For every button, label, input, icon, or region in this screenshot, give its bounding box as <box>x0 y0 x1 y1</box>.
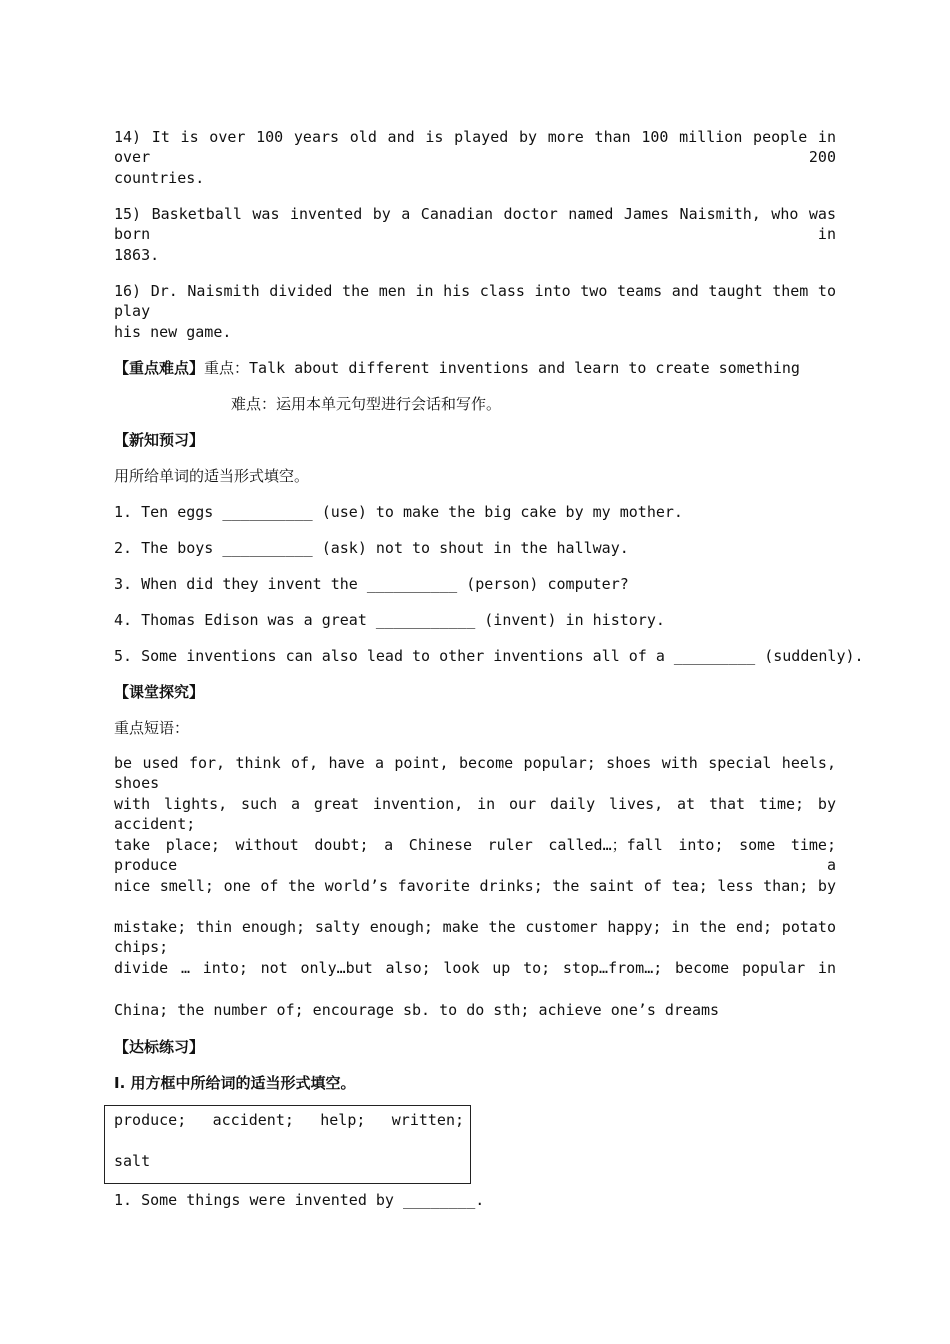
difficulty-text: 难点：运用本单元句型进行会话和写作。 <box>231 395 502 413</box>
sentence-14-line1: 14) It is over 100 years old and is played by more than 100 million people in over 200 <box>114 128 836 166</box>
phrase-line-3: take place; without doubt; a Chinese ruler called…；fall into; some time; produce a <box>114 836 836 874</box>
practice-heading: 【达标练习】 <box>114 1038 205 1056</box>
phrase-line-2: with lights, such a great invention, in our daily lives, at that time; by accident; <box>114 795 836 833</box>
explore-sub: 重点短语： <box>114 719 190 737</box>
focus-label: 重点： <box>204 359 250 377</box>
explore-heading: 【课堂探究】 <box>114 683 205 701</box>
focus-text: Talk about different inventions and learn to create something <box>249 359 800 377</box>
preview-item-5: 5. Some inventions can also lead to other inventions all of a _________ (suddenly). <box>114 647 864 665</box>
phrase-line-7: China; the number of; encourage sb. to do sth; achieve one’s dreams <box>114 1001 720 1019</box>
preview-item-2: 2. The boys __________ (ask) not to shout in the hallway. <box>114 539 629 557</box>
phrase-line-5: mistake; thin enough; salty enough; make the customer happy; in the end; potato chips; <box>114 918 836 956</box>
preview-instruction: 用所给单词的适当形式填空。 <box>114 467 310 485</box>
phrase-line-1: be used for, think of, have a point, become popular; shoes with special heels, shoes <box>114 754 836 792</box>
sentence-16-line1: 16) Dr. Naismith divided the men in his class into two teams and taught them to play <box>114 282 836 320</box>
sentence-16-line2: his new game. <box>114 323 232 341</box>
preview-heading: 【新知预习】 <box>114 431 205 449</box>
word-box-line-1: produce; accident; help; written; <box>114 1111 464 1129</box>
sentence-15-line2: 1863. <box>114 246 160 264</box>
practice-item-1: 1. Some things were invented by ________. <box>114 1191 485 1209</box>
preview-item-3: 3. When did they invent the __________ (person) computer? <box>114 575 629 593</box>
phrase-line-4: nice smell; one of the world’s favorite drinks; the saint of tea; less than; by <box>114 877 836 895</box>
practice-section-title: I. 用方框中所给词的适当形式填空。 <box>114 1074 356 1092</box>
preview-item-4: 4. Thomas Edison was a great ___________ (invent) in history. <box>114 611 665 629</box>
word-box <box>104 1105 471 1184</box>
phrase-line-6: divide … into; not only…but also; look up to; stop…from…; become popular in <box>114 959 836 977</box>
preview-item-1: 1. Ten eggs __________ (use) to make the big cake by my mother. <box>114 503 683 521</box>
word-box-line-2: salt <box>114 1152 151 1170</box>
key-points-line <box>114 358 836 378</box>
sentence-14-line2: countries. <box>114 169 205 187</box>
key-points-heading: 【重点难点】 <box>114 359 205 377</box>
sentence-15-line1: 15) Basketball was invented by a Canadian doctor named James Naismith, who was born in <box>114 205 836 243</box>
